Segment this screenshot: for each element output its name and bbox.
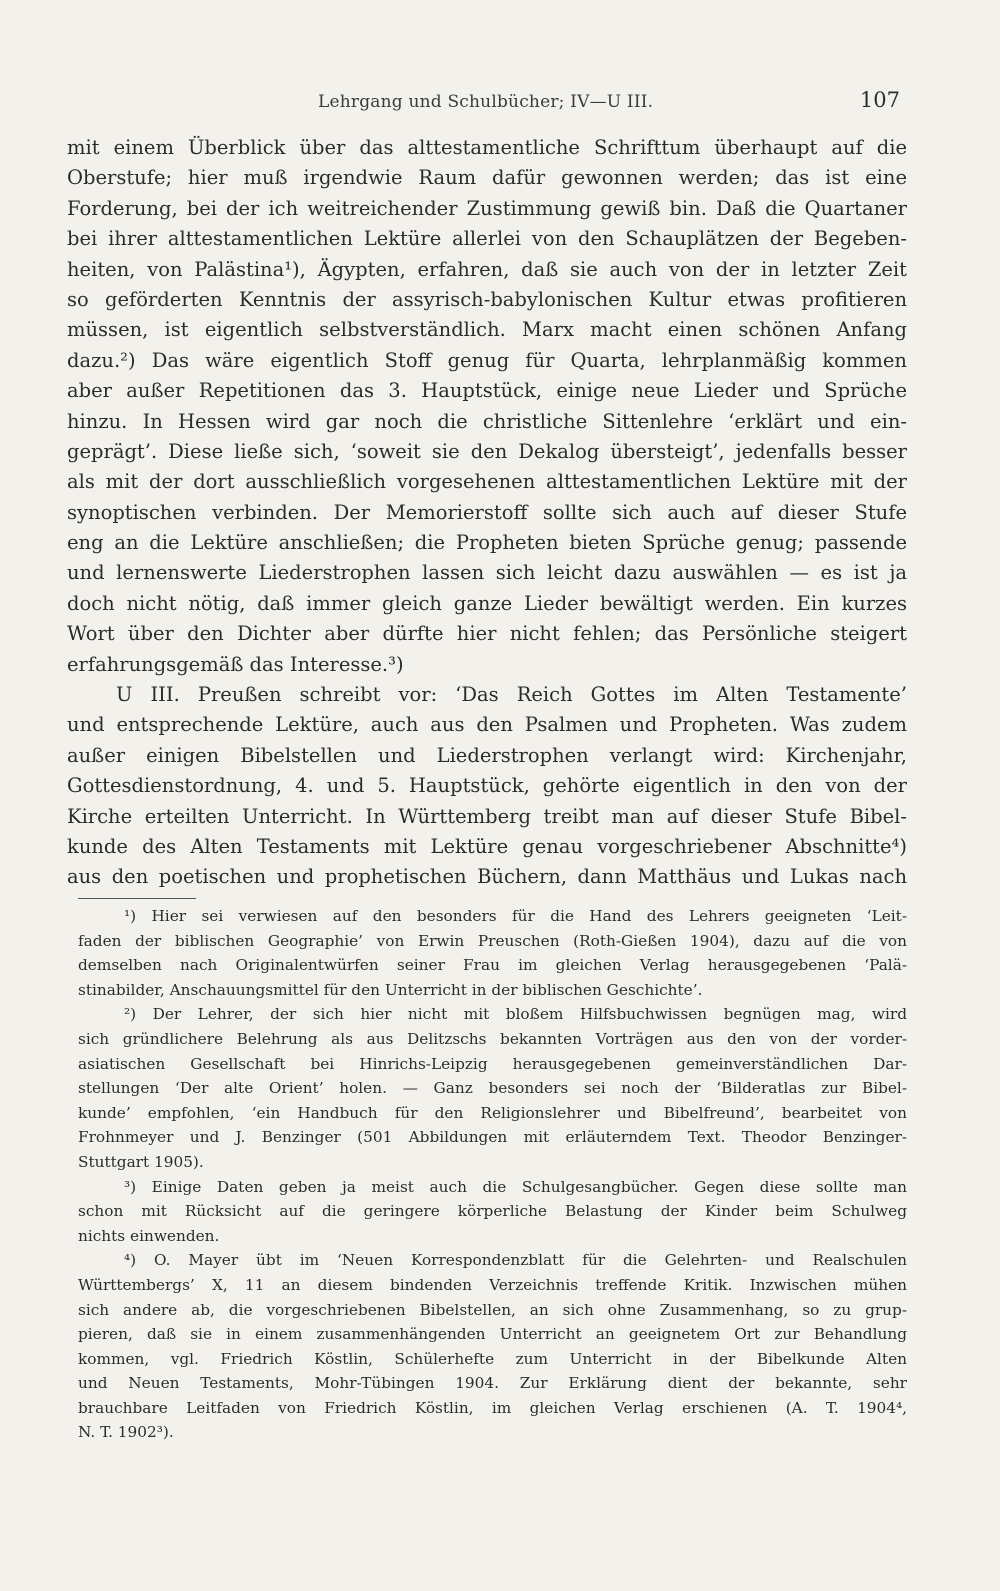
text-line: Kirche erteilten Unterricht. In Württemberg treibt man auf dieser Stufe Bibel- (67, 804, 907, 828)
text-line: und lernenswerte Liederstrophen lassen sich leicht dazu auswählen — es ist ja (67, 561, 907, 585)
text-line: außer einigen Bibelstellen und Liederstrophen verlangt wird: Kirchenjahr, (67, 743, 907, 767)
text-line: aus den poetischen und prophetischen Büchern, dann Matthäus und Lukas nach (67, 865, 907, 889)
text-line: synoptischen verbinden. Der Memorierstoff sollte sich auch auf dieser Stufe (67, 500, 907, 524)
footnote-line: brauchbare Leitfaden von Friedrich Köstlin, im gleichen Verlag erschienen (A. T. 1904⁴, (78, 1398, 907, 1417)
text-line: doch nicht nötig, daß immer gleich ganze Lieder bewältigt werden. Ein kurzes (67, 591, 907, 615)
text-line: Oberstufe; hier muß irgendwie Raum dafür gewonnen werden; das ist eine (67, 166, 907, 190)
footnote-line: kommen, vgl. Friedrich Köstlin, Schülerhefte zum Unterricht in der Bibelkunde Alten (78, 1349, 907, 1368)
text-line: und entsprechende Lektüre, auch aus den Psalmen und Propheten. Was zudem (67, 713, 907, 737)
main-text (67, 133, 907, 893)
footnote-line: und Neuen Testaments, Mohr-Tübingen 1904. Zur Erklärung dient der bekannte, sehr (78, 1374, 907, 1393)
text-line: mit einem Überblick über das alttestamentliche Schrifttum überhaupt auf die (67, 136, 907, 159)
text-line: Wort über den Dichter aber dürfte hier nicht fehlen; das Persönliche steigert (67, 622, 907, 646)
text-line: müssen, ist eigentlich selbstverständlich. Marx macht einen schönen Anfang (67, 318, 907, 342)
footnote-line: N. T. 1902³). (78, 1423, 174, 1442)
text-line: Gottesdienstordnung, 4. und 5. Hauptstück, gehörte eigentlich in den von der (67, 774, 907, 798)
footnote-line: demselben nach Originalentwürfen seiner Frau im gleichen Verlag herausgegebenen ʻPalä- (78, 956, 907, 975)
text-line: kunde des Alten Testaments mit Lektüre genau vorgeschriebener Abschnitte⁴) (67, 834, 907, 858)
footnote-line: ²) Der Lehrer, der sich hier nicht mit bloßem Hilfsbuchwissen begnügen mag, wird (124, 1005, 907, 1024)
footnote-line: schon mit Rücksicht auf die geringere körperliche Belastung der Kinder beim Schulweg (78, 1202, 907, 1221)
text-line: Forderung, bei der ich weitreichender Zustimmung gewiß bin. Daß die Quartaner (67, 196, 907, 220)
text-line: hinzu. In Hessen wird gar noch die christliche Sittenlehre ʻerklärt und ein- (67, 409, 907, 433)
footnote-line: sich andere ab, die vorgeschriebenen Bibelstellen, an sich ohne Zusammenhang, so zu grup- (78, 1300, 907, 1319)
footnote-line: ⁴) O. Mayer übt im ʻNeuen Korrespondenzblatt für die Gelehrten- und Realschulen (124, 1251, 907, 1270)
footnote-line: stellungen ʻDer alte Orient’ holen. — Ganz besonders sei noch der ʻBilderatlas zur Bibel- (78, 1079, 907, 1098)
footnote-line: pieren, daß sie in einem zusammenhängenden Unterricht an geeignetem Ort zur Behandlung (78, 1325, 907, 1344)
footnote-line: asiatischen Gesellschaft bei Hinrichs-Leipzig herausgegebenen gemeinverständlichen Dar- (78, 1054, 907, 1073)
text-line: erfahrungsgemäß das Interesse.³) (67, 652, 404, 676)
footnote-separator (78, 898, 196, 899)
text-line: geprägt’. Diese ließe sich, ʻsoweit sie den Dekalog übersteigt’, jedenfalls besser (67, 439, 907, 463)
footnote-line: stinabilder, Anschauungsmittel für den Unterricht in der biblischen Geschichte’. (78, 980, 703, 999)
text-line: aber außer Repetitionen das 3. Hauptstück, einige neue Lieder und Sprüche (67, 379, 907, 403)
footnote-line: sich gründlichere Belehrung als aus Delitzschs bekannten Vorträgen aus den von der vorder- (78, 1029, 907, 1048)
footnote-line: Stuttgart 1905). (78, 1152, 204, 1171)
footnote-line: ³) Einige Daten geben ja meist auch die Schulgesangbücher. Gegen diese sollte man (124, 1177, 907, 1196)
footnote-line: nichts einwenden. (78, 1226, 220, 1245)
footnote-line: Frohnmeyer und J. Benzinger (501 Abbildungen mit erläuterndem Text. Theodor Benzinger- (78, 1128, 907, 1147)
text-line: heiten, von Palästina¹), Ägypten, erfahren, daß sie auch von der in letzter Zeit (67, 257, 907, 281)
footnotes (78, 904, 907, 1445)
text-line: so geförderten Kenntnis der assyrisch-babylonischen Kultur etwas profitieren (67, 287, 907, 311)
text-line: eng an die Lektüre anschließen; die Propheten bieten Sprüche genug; passende (67, 531, 907, 555)
footnote-line: ¹) Hier sei verwiesen auf den besonders für die Hand des Lehrers geeigneten ʻLeit- (124, 907, 907, 925)
running-title: Lehrgang und Schulbücher; IV—U III. (318, 92, 654, 112)
text-line: dazu.²) Das wäre eigentlich Stoff genug für Quarta, lehrplanmäßig kommen (67, 348, 907, 372)
text-line: als mit der dort ausschließlich vorgesehenen alttestamentlichen Lektüre mit der (67, 470, 907, 494)
running-head (318, 88, 900, 118)
footnote-line: faden der biblischen Geographie’ von Erwin Preuschen (Roth-Gießen 1904), dazu auf die von (78, 931, 907, 950)
footnote-line: kunde’ empfohlen, ʻein Handbuch für den Religionslehrer und Bibelfreund’, bearbeitet von (78, 1103, 907, 1122)
page-number: 107 (859, 88, 900, 112)
text-line: U III. Preußen schreibt vor: ʻDas Reich Gottes im Alten Testamente’ (116, 683, 907, 707)
footnote-line: Württembergs’ X, 11 an diesem bindenden Verzeichnis treffende Kritik. Inzwischen mühen (78, 1275, 907, 1294)
text-line: bei ihrer alttestamentlichen Lektüre allerlei von den Schauplätzen der Begeben- (67, 227, 907, 251)
